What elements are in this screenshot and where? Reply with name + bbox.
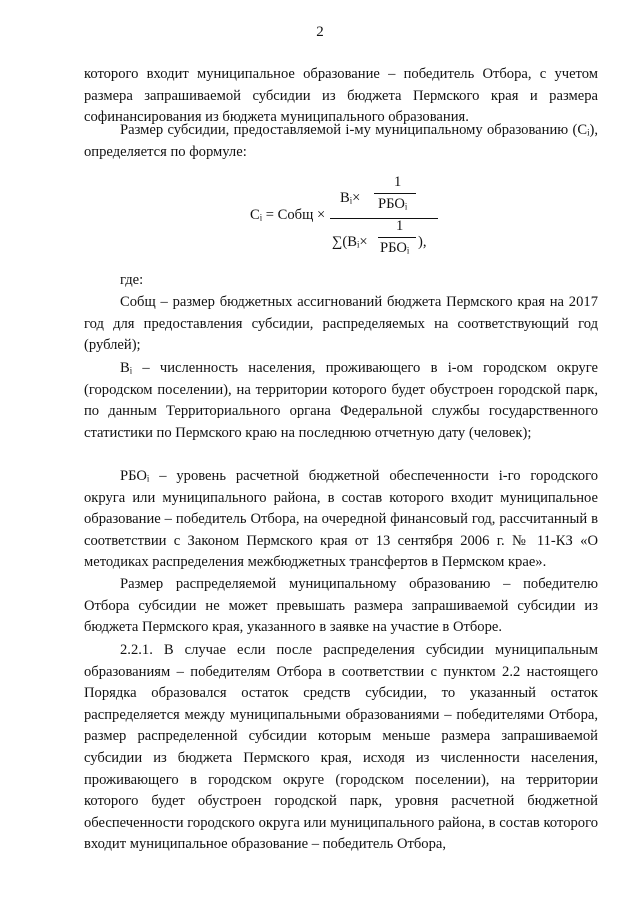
definition-bi: Bᵢ – численность населения, проживающего в i-ом городском округе (городском поселении), на территории которого будет обустроен городской парк, по данным Территориального органа Федеральной службы государственного статистики по Пермского краю на последнюю отчетную дату (человек); — [84, 360, 598, 441]
formula-main-fraction-line — [330, 218, 438, 219]
formula-numerator-b: Bᵢ× — [340, 190, 361, 206]
paragraph-subsidy-limit: Размер распределяемой муниципальному образованию – победителю Отбора субсидии не может превышать размера запрашиваемой субсидии из бюджета Пермского края, указанного в заявке на участие в Отборе. — [84, 576, 598, 636]
formula-denominator-close: ), — [418, 234, 427, 250]
formula-lhs: Cᵢ = Cобщ × — [250, 207, 326, 223]
page-number: 2 — [316, 24, 324, 40]
paragraph-intro: которого входит муниципальное образование – победитель Отбора, с учетом размера запрашиваемой субсидии из бюджета Пермского края и размера софинансирования из бюджета муниципального образования. — [84, 66, 598, 126]
definition-cobsh: Cобщ – размер бюджетных ассигнований бюджета Пермского края на 2017 год для предоставления субсидии, распределяемых на соответствующий год (рублей); — [84, 294, 598, 354]
definition-rbo: РБОᵢ – уровень расчетной бюджетной обеспеченности i-го городского округа или муниципального района, в состав которого входит муниципальное образование – победитель Отбора, на очередной финансовый год, рассчитанный в соответствии с Законом Пермского края от 13 сентября 2006 г. № 11-КЗ «О методиках распределения межбюджетных трансфертов в Пермском крае». — [84, 468, 598, 571]
formula-denominator-sum: ∑(Bᵢ× — [332, 234, 368, 250]
formula-numerator-rbo: РБОᵢ — [378, 196, 408, 212]
subsidy-formula — [84, 174, 598, 274]
formula-denominator-one: 1 — [396, 218, 404, 234]
paragraph-formula-intro: Размер субсидии, предоставляемой i-му муниципальному образованию (Cᵢ), определяется по формуле: — [84, 122, 598, 160]
paragraph-2-2-1: 2.2.1. В случае если после распределения субсидии муниципальным образованиям – победителям Отбора в соответствии с пунктом 2.2 настоящего Порядка образовался остаток средств субсидии, то указанный остаток распределяется между муниципальными образованиями – победителями Отбора, размер распределенной субсидии которым меньше размера запрашиваемой субсидии из бюджета Пермского края, исходя из численности населения, проживающего в городском округе (городском поселении), на территории которого будет обустроен городской парк, уровня расчетной бюджетной обеспеченности городского округа или муниципального района, в состав которого входит муниципальное образование – победитель Отбора, — [84, 642, 598, 853]
where-label: где: — [120, 272, 144, 288]
formula-numerator-one: 1 — [394, 174, 402, 190]
formula-denominator-rbo: РБОᵢ — [380, 240, 410, 256]
